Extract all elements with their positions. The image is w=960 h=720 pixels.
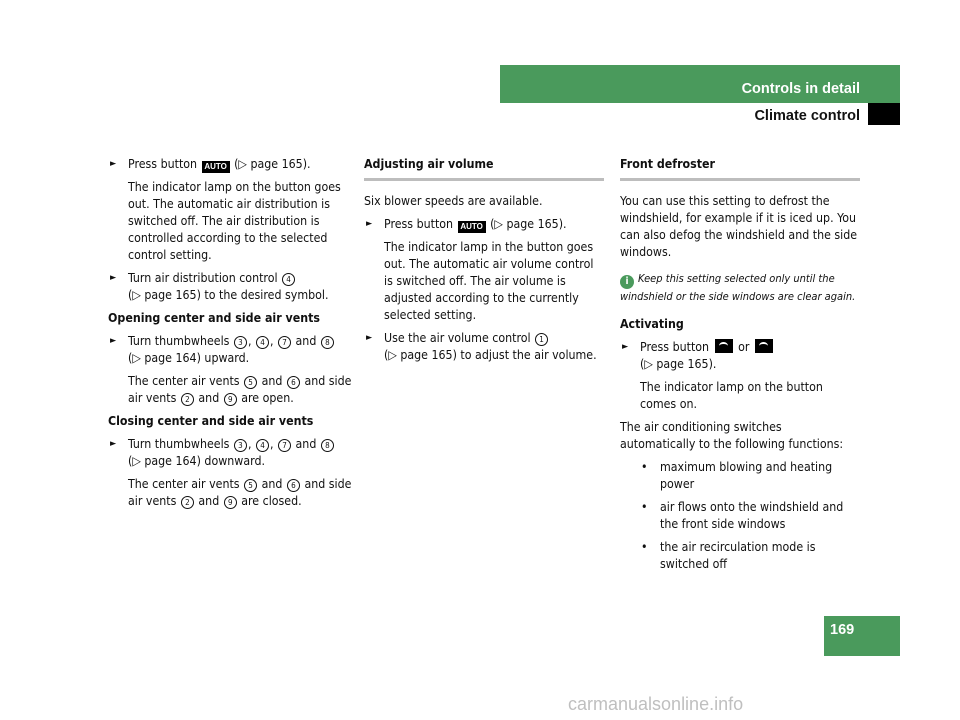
instruction-press-auto: ► Press button AUTO (▷ page 165). xyxy=(366,217,567,231)
page-number-box xyxy=(824,616,900,656)
subheading-opening-vents: Opening center and side air vents xyxy=(108,311,320,325)
arrow-icon: ► xyxy=(110,439,117,449)
info-note: i Keep this setting selected only until the windshield or the side windows are clear again. xyxy=(620,272,856,303)
number-7-icon: 7 xyxy=(278,439,291,452)
number-9-icon: 9 xyxy=(224,496,237,509)
number-8-icon: 8 xyxy=(321,336,334,349)
number-4-icon: 4 xyxy=(256,439,269,452)
instruction-thumbwheels-up: ► Turn thumbwheels 3 , 4 , 7 and 8 (▷ page 164) upward. xyxy=(108,333,352,367)
arrow-icon: ► xyxy=(622,342,629,352)
number-4-icon: 4 xyxy=(256,336,269,349)
page-number: 169 xyxy=(830,622,855,638)
column-3 xyxy=(620,156,860,579)
instruction-press-auto: ► Press button AUTO (▷ page 165). xyxy=(110,157,311,171)
auto-button-icon: AUTO xyxy=(458,221,486,233)
paragraph-vents-closed: The center air vents 5 and 6 and side air vents 2 and 9 are closed. xyxy=(128,477,352,508)
auto-button-icon: AUTO xyxy=(202,161,230,173)
list-item: • the air recirculation mode is switched off xyxy=(641,540,816,571)
subsection-title: Climate control xyxy=(754,108,860,124)
number-2-icon: 2 xyxy=(181,393,194,406)
paragraph: The indicator lamp on the button goes out. The automatic air distribution is switched off. The air distribution is controlled according to the selected control setting. xyxy=(128,180,341,262)
header-tab-marker xyxy=(868,103,900,125)
column-1 xyxy=(108,156,352,516)
number-9-icon: 9 xyxy=(224,393,237,406)
header-bar xyxy=(500,65,900,103)
instruction-press-defrost: ► Press button or (▷ page 165). xyxy=(620,339,860,373)
number-7-icon: 7 xyxy=(278,336,291,349)
paragraph: Six blower speeds are available. xyxy=(364,194,543,208)
paragraph: The indicator lamp in the button goes out. The automatic air volume control is switched off. The air volume is adjusted according to the currently selected setting. xyxy=(384,240,594,322)
number-6-icon: 6 xyxy=(287,376,300,389)
bullet-icon: • xyxy=(641,500,648,514)
number-4-icon: 4 xyxy=(282,273,295,286)
number-5-icon: 5 xyxy=(244,479,257,492)
heading-air-volume: Adjusting air volume xyxy=(364,156,604,181)
number-1-icon: 1 xyxy=(535,333,548,346)
arrow-icon: ► xyxy=(110,159,117,169)
number-5-icon: 5 xyxy=(244,376,257,389)
instruction-air-volume: ► Use the air volume control 1 (▷ page 165) to adjust the air volume. xyxy=(366,331,597,362)
info-icon: i xyxy=(620,275,634,289)
number-3-icon: 3 xyxy=(234,439,247,452)
bullet-icon: • xyxy=(641,540,648,554)
number-2-icon: 2 xyxy=(181,496,194,509)
paragraph: You can use this setting to defrost the windshield, for example if it is iced up. You can also defog the windshield and the side windows. xyxy=(620,194,858,259)
column-2 xyxy=(364,156,604,370)
instruction-thumbwheels-down: ► Turn thumbwheels 3 , 4 , 7 and 8 (▷ page 164) downward. xyxy=(108,436,352,470)
paragraph: The air conditioning switches automatically to the following functions: xyxy=(620,420,844,451)
arrow-icon: ► xyxy=(366,333,373,343)
paragraph-vents-open: The center air vents 5 and 6 and side air vents 2 and 9 are open. xyxy=(128,374,352,405)
paragraph: The indicator lamp on the button comes on. xyxy=(640,380,823,411)
subheading-closing-vents: Closing center and side air vents xyxy=(108,414,314,428)
instruction-turn-control: ► Turn air distribution control 4 (▷ page 165) to the desired symbol. xyxy=(110,271,329,302)
heading-front-defroster: Front defroster xyxy=(620,156,860,181)
bullet-icon: • xyxy=(641,460,648,474)
subheading-activating: Activating xyxy=(620,317,684,331)
arrow-icon: ► xyxy=(366,219,373,229)
list-item: • maximum blowing and heating power xyxy=(641,460,833,491)
number-6-icon: 6 xyxy=(287,479,300,492)
watermark: carmanualsonline.info xyxy=(568,694,744,714)
number-3-icon: 3 xyxy=(234,336,247,349)
number-8-icon: 8 xyxy=(321,439,334,452)
section-title: Controls in detail xyxy=(741,81,860,97)
arrow-icon: ► xyxy=(110,336,117,346)
list-item: • air flows onto the windshield and the front side windows xyxy=(641,500,844,531)
defrost-button-icon xyxy=(715,339,733,353)
front-defrost-button-icon xyxy=(755,339,773,353)
arrow-icon: ► xyxy=(110,273,117,283)
